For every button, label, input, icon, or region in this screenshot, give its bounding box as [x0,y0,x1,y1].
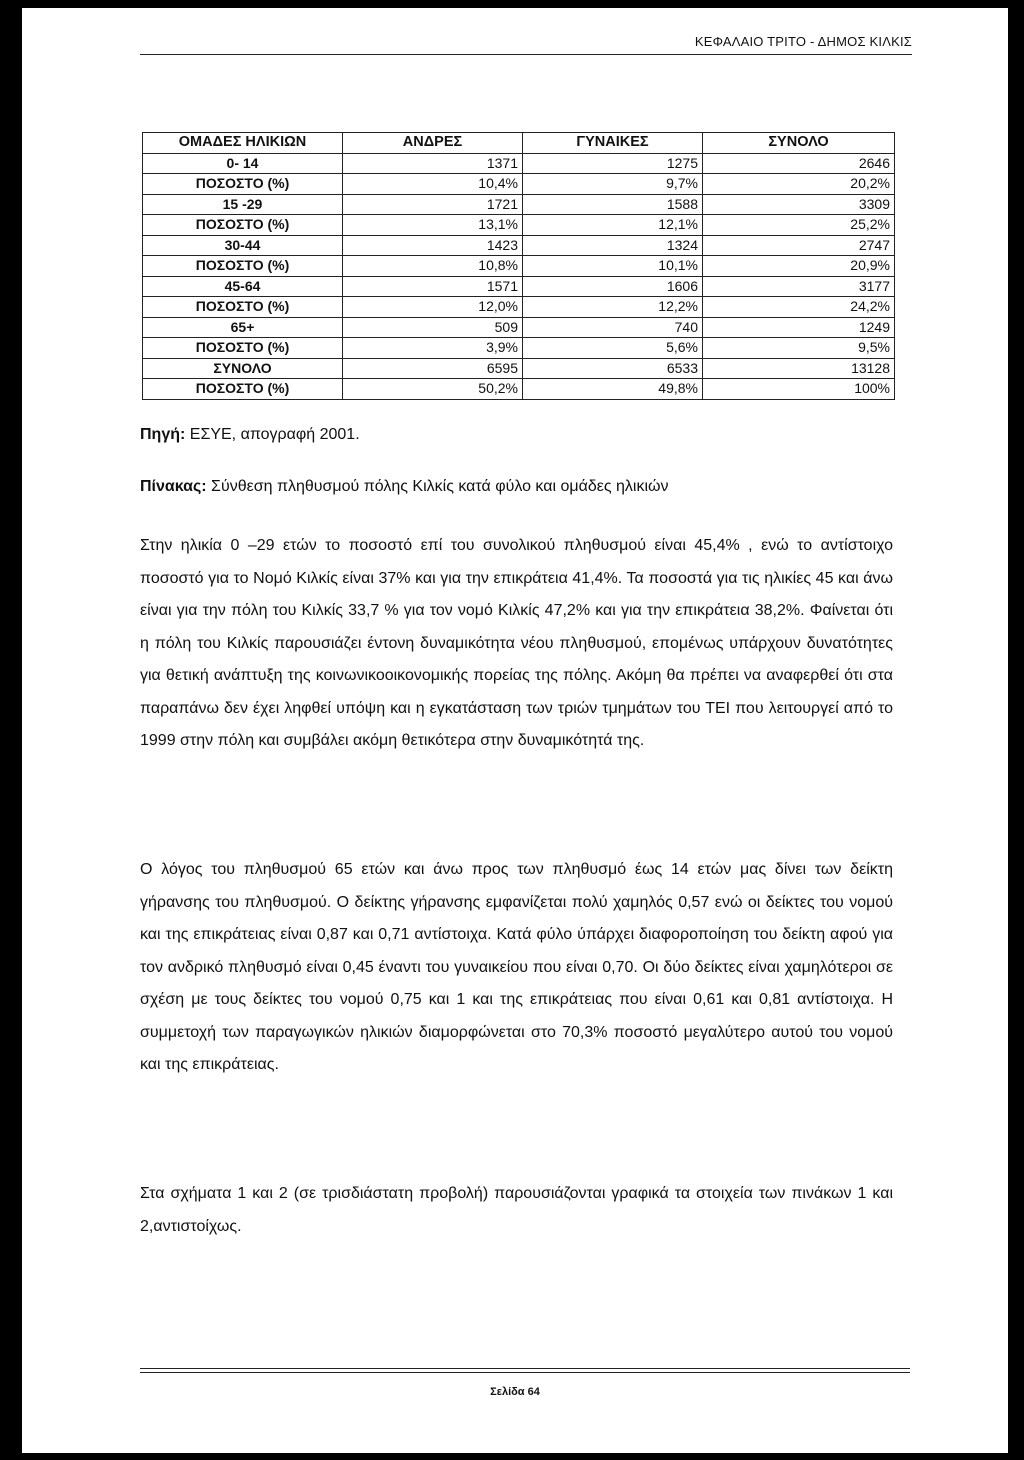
table-caption [140,478,669,496]
table-source [140,426,360,444]
row-label: ΠΟΣΟΣΤΟ (%) [143,256,343,277]
header-text: ΚΕΦΑΛΑΙΟ ΤΡΙΤΟ - ΔΗΜΟΣ ΚΙΛΚΙΣ [694,34,912,49]
table-row [143,194,895,215]
table-cell: 10,8% [343,256,523,277]
table-cell: 24,2% [703,297,895,318]
table-cell: 12,2% [523,297,703,318]
table-cell: 1324 [523,235,703,256]
table-row [143,153,895,174]
source-text: ΕΣΥΕ, απογραφή 2001. [185,426,360,443]
table-cell: 9,7% [523,174,703,195]
table-cell: 13,1% [343,215,523,236]
table-cell: 2747 [703,235,895,256]
table-row [143,174,895,195]
age-group-table [142,132,895,400]
table-cell: 20,9% [703,256,895,277]
column-header: ΑΝΔΡΕΣ [343,133,523,154]
table-cell: 100% [703,379,895,400]
footer-rule [140,1368,910,1369]
table-cell: 3177 [703,276,895,297]
column-header: ΣΥΝΟΛΟ [703,133,895,154]
document-page [22,8,1008,1453]
row-label: ΣΥΝΟΛΟ [143,358,343,379]
page-number: Σελίδα 64 [490,1386,540,1398]
table-cell: 6595 [343,358,523,379]
page-header [140,32,912,55]
row-label: ΠΟΣΟΣΤΟ (%) [143,297,343,318]
table-cell: 740 [523,317,703,338]
table-row [143,256,895,277]
table-cell: 9,5% [703,338,895,359]
column-header: ΟΜΑΔΕΣ ΗΛΙΚΙΩΝ [143,133,343,154]
table-cell: 1371 [343,153,523,174]
table-cell: 12,1% [523,215,703,236]
row-label: 15 -29 [143,194,343,215]
table-cell: 12,0% [343,297,523,318]
table-cell: 6533 [523,358,703,379]
caption-text: Σύνθεση πληθυσμού πόλης Κιλκίς κατά φύλο και ομάδες ηλικιών [206,478,669,495]
table-row [143,379,895,400]
table-cell: 3309 [703,194,895,215]
paragraph: Στα σχήματα 1 και 2 (σε τρισδιάστατη προβολή) παρουσιάζονται γραφικά τα στοιχεία των πινάκων 1 και 2,αντιστοίχως. [140,1185,893,1235]
row-label: ΠΟΣΟΣΤΟ (%) [143,174,343,195]
table-cell: 20,2% [703,174,895,195]
table-cell: 1249 [703,317,895,338]
table-row [143,297,895,318]
table-row [143,338,895,359]
table-row [143,317,895,338]
footer-rule [140,1372,910,1373]
table-cell: 10,1% [523,256,703,277]
caption-label: Πίνακας: [140,478,207,495]
row-label: 65+ [143,317,343,338]
row-label: ΠΟΣΟΣΤΟ (%) [143,379,343,400]
table-cell: 1571 [343,276,523,297]
table-row [143,358,895,379]
paragraph: Στην ηλικία 0 –29 ετών το ποσοστό επί του συνολικού πληθυσμού είναι 45,4% , ενώ το αντίστοιχο ποσοστό για το Νομό Κιλκίς είναι 37% και για την επικράτεια 41,4%. Τα ποσοστά για τις ηλικίες 45 και άνω είναι για την πόλη του Κιλκίς 33,7 % για τον νομό Κιλκίς 47,2% και για την επικράτεια 38,2%. Φαίνεται ότι η πόλη του Κιλκίς παρουσιάζει έντονη δυναμικότητα νέου πληθυσμού, επομένως υπάρχουν δυνατότητες για θετική ανάπτυξη της κοινωνικοοικονομικής πορείας της πόλης. Ακόμη θα πρέπει να αναφερθεί ότι στα παραπάνω δεν έχει ληφθεί υπόψη και η εγκατάσταση των τριών τμημάτων του ΤΕΙ που λειτουργεί από το 1999 στην πόλη και συμβάλει ακόμη θετικότερα στην δυναμικότητά της. [140,537,893,749]
table-cell: 50,2% [343,379,523,400]
paragraph: Ο λόγος του πληθυσμού 65 ετών και άνω προς των πληθυσμό έως 14 ετών μας δίνει των δείκτη γήρανσης του πληθυσμού. Ο δείκτης γήρανσης εμφανίζεται πολύ χαμηλός 0,57 ενώ οι δείκτες του νομού και της επικράτειας είναι 0,87 και 0,71 αντίστοιχα. Κατά φύλο ύπάρχει διαφοροποίηση του δείκτη αφού για τον ανδρικό πληθυσμό είναι 0,45 έναντι του γυναικείου που είναι 0,70. Οι δύο δείκτες είναι χαμηλότεροι σε σχέση με τους δείκτες του νομού 0,75 και 1 και της επικράτειας που είναι 0,61 και 0,81 αντίστοιχα. Η συμμετοχή των παραγωγικών ηλικιών διαμορφώνεται στο 70,3% ποσοστό μεγαλύτερο αυτού του νομού και της επικράτειας. [140,861,893,1073]
table-cell: 3,9% [343,338,523,359]
column-header: ΓΥΝΑΙΚΕΣ [523,133,703,154]
table-cell: 1606 [523,276,703,297]
table-row [143,276,895,297]
table-cell: 509 [343,317,523,338]
table-header-row [143,133,895,154]
source-label: Πηγή: [140,426,186,443]
table-cell: 49,8% [523,379,703,400]
table-row [143,235,895,256]
table-cell: 1588 [523,194,703,215]
table-cell: 1423 [343,235,523,256]
row-label: ΠΟΣΟΣΤΟ (%) [143,338,343,359]
table-row [143,215,895,236]
table-cell: 25,2% [703,215,895,236]
row-label: ΠΟΣΟΣΤΟ (%) [143,215,343,236]
table-cell: 2646 [703,153,895,174]
table-cell: 5,6% [523,338,703,359]
table-cell: 13128 [703,358,895,379]
table-cell: 1275 [523,153,703,174]
table-cell: 1721 [343,194,523,215]
row-label: 0- 14 [143,153,343,174]
table-cell: 10,4% [343,174,523,195]
row-label: 45-64 [143,276,343,297]
row-label: 30-44 [143,235,343,256]
